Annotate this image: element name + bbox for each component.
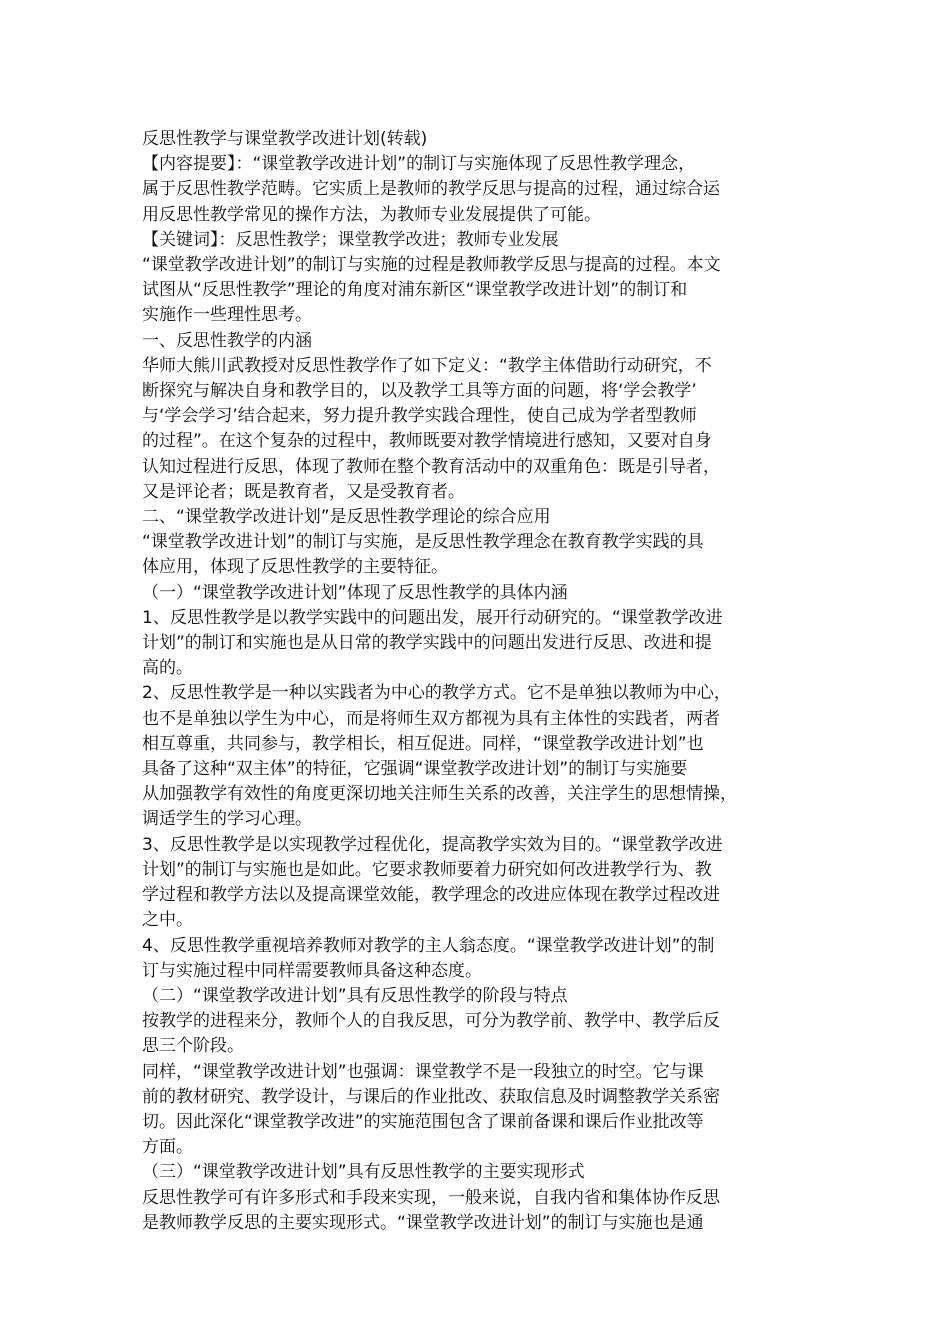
paragraph-line: “课堂教学改进计划”的制订与实施的过程是教师教学反思与提高的过程。本文 — [142, 255, 721, 276]
abstract-line: 【内容提要】：“课堂教学改进计划”的制订与实施体现了反思性教学理念， — [142, 154, 696, 175]
paragraph-line: 又是评论者；既是教育者，又是受教育者。 — [142, 481, 465, 502]
paragraph-line: 体应用，体现了反思性教学的主要特征。 — [142, 557, 448, 578]
paragraph-line: 相互尊重，共同参与，教学相长，相互促进。同样，“课堂教学改进计划”也 — [142, 733, 704, 754]
paragraph-line: 调适学生的学习心理。 — [142, 809, 312, 830]
paragraph-line: 计划”的制订和实施也是从日常的教学实践中的问题出发进行反思、改进和提 — [142, 633, 712, 654]
paragraph-line: 从加强教学有效性的角度更深切地关注师生关系的改善，关注学生的思想情操， — [142, 784, 737, 805]
paragraph-line: 试图从“反思性教学”理论的角度对浦东新区“课堂教学改进计划”的制订和 — [142, 280, 688, 301]
paragraph-line: 华师大熊川武教授对反思性教学作了如下定义：“教学主体借助行动研究，不 — [142, 355, 712, 376]
section-heading: 一、反思性教学的内涵 — [142, 330, 312, 351]
document-page — [142, 127, 814, 1236]
paragraph-line: 思三个阶段。 — [142, 1036, 244, 1057]
paragraph-line: 是教师教学反思的主要实现形式。“课堂教学改进计划”的制订与实施也是通 — [142, 1212, 704, 1233]
paragraph-line: 3、反思性教学是以实现教学过程优化，提高教学实效为目的。“课堂教学改进 — [142, 834, 723, 855]
paragraph-line: 4、反思性教学重视培养教师对教学的主人翁态度。“课堂教学改进计划”的制 — [142, 935, 715, 956]
paragraph-line: 前的教材研究、教学设计，与课后的作业批改、获取信息及时调整教学关系密 — [142, 1086, 720, 1107]
paragraph-line: 按教学的进程来分，教师个人的自我反思，可分为教学前、教学中、教学后反 — [142, 1011, 720, 1032]
paragraph-line: 具备了这种“双主体”的特征，它强调“课堂教学改进计划”的制订与实施要 — [142, 759, 688, 780]
abstract-line: 属于反思性教学范畴。它实质上是教师的教学反思与提高的过程，通过综合运 — [142, 179, 720, 200]
paragraph-line: 的过程”。在这个复杂的过程中，教师既要对教学情境进行感知，又要对自身 — [142, 431, 712, 452]
paragraph-line: 2、反思性教学是一种以实践者为中心的教学方式。它不是单独以教师为中心， — [142, 683, 731, 704]
paragraph-line: 1、反思性教学是以教学实践中的问题出发，展开行动研究的。“课堂教学改进 — [142, 607, 723, 628]
paragraph-line: 高的。 — [142, 658, 193, 679]
paragraph-line: 方面。 — [142, 1137, 193, 1158]
paragraph-line: 断探究与解决自身和教学目的，以及教学工具等方面的问题，将‘学会教学’ — [142, 381, 697, 402]
abstract-line: 用反思性教学常见的操作方法，为教师专业发展提供了可能。 — [142, 204, 601, 225]
keywords-line: 【关键词】：反思性教学；课堂教学改进；教师专业发展 — [142, 229, 559, 250]
paragraph-line: 同样，“课堂教学改进计划”也强调：课堂教学不是一段独立的时空。它与课 — [142, 1061, 704, 1082]
subsection-heading: （三）“课堂教学改进计划”具有反思性教学的主要实现形式 — [142, 1162, 585, 1183]
paragraph-line: 也不是单独以学生为中心，而是将师生双方都视为具有主体性的实践者，两者 — [142, 708, 720, 729]
subsection-heading: （二）“课堂教学改进计划”具有反思性教学的阶段与特点 — [142, 985, 568, 1006]
subsection-heading: （一）“课堂教学改进计划”体现了反思性教学的具体内涵 — [142, 582, 568, 603]
paragraph-line: 与‘学会学习’结合起来，努力提升教学实践合理性，使自己成为学者型教师 — [142, 406, 697, 427]
paragraph-line: 之中。 — [142, 910, 193, 931]
paragraph-line: 学过程和教学方法以及提高课堂效能，教学理念的改进应体现在教学过程改进 — [142, 885, 720, 906]
paragraph-line: 订与实施过程中同样需要教师具备这种态度。 — [142, 960, 482, 981]
document-title: 反思性教学与课堂教学改进计划(转载) — [142, 129, 428, 149]
paragraph-line: “课堂教学改进计划”的制订与实施，是反思性教学理念在教育教学实践的具 — [142, 532, 704, 553]
paragraph-line: 认知过程进行反思，体现了教师在整个教育活动中的双重角色：既是引导者， — [142, 456, 720, 477]
section-heading: 二、“课堂教学改进计划”是反思性教学理论的综合应用 — [142, 507, 551, 528]
paragraph-line: 实施作一些理性思考。 — [142, 305, 312, 326]
paragraph-line: 切。因此深化“课堂教学改进”的实施范围包含了课前备课和课后作业批改等 — [142, 1111, 704, 1132]
paragraph-line: 计划”的制订与实施也是如此。它要求教师要着力研究如何改进教学行为、教 — [142, 859, 712, 880]
paragraph-line: 反思性教学可有许多形式和手段来实现，一般来说，自我内省和集体协作反思 — [142, 1187, 720, 1208]
